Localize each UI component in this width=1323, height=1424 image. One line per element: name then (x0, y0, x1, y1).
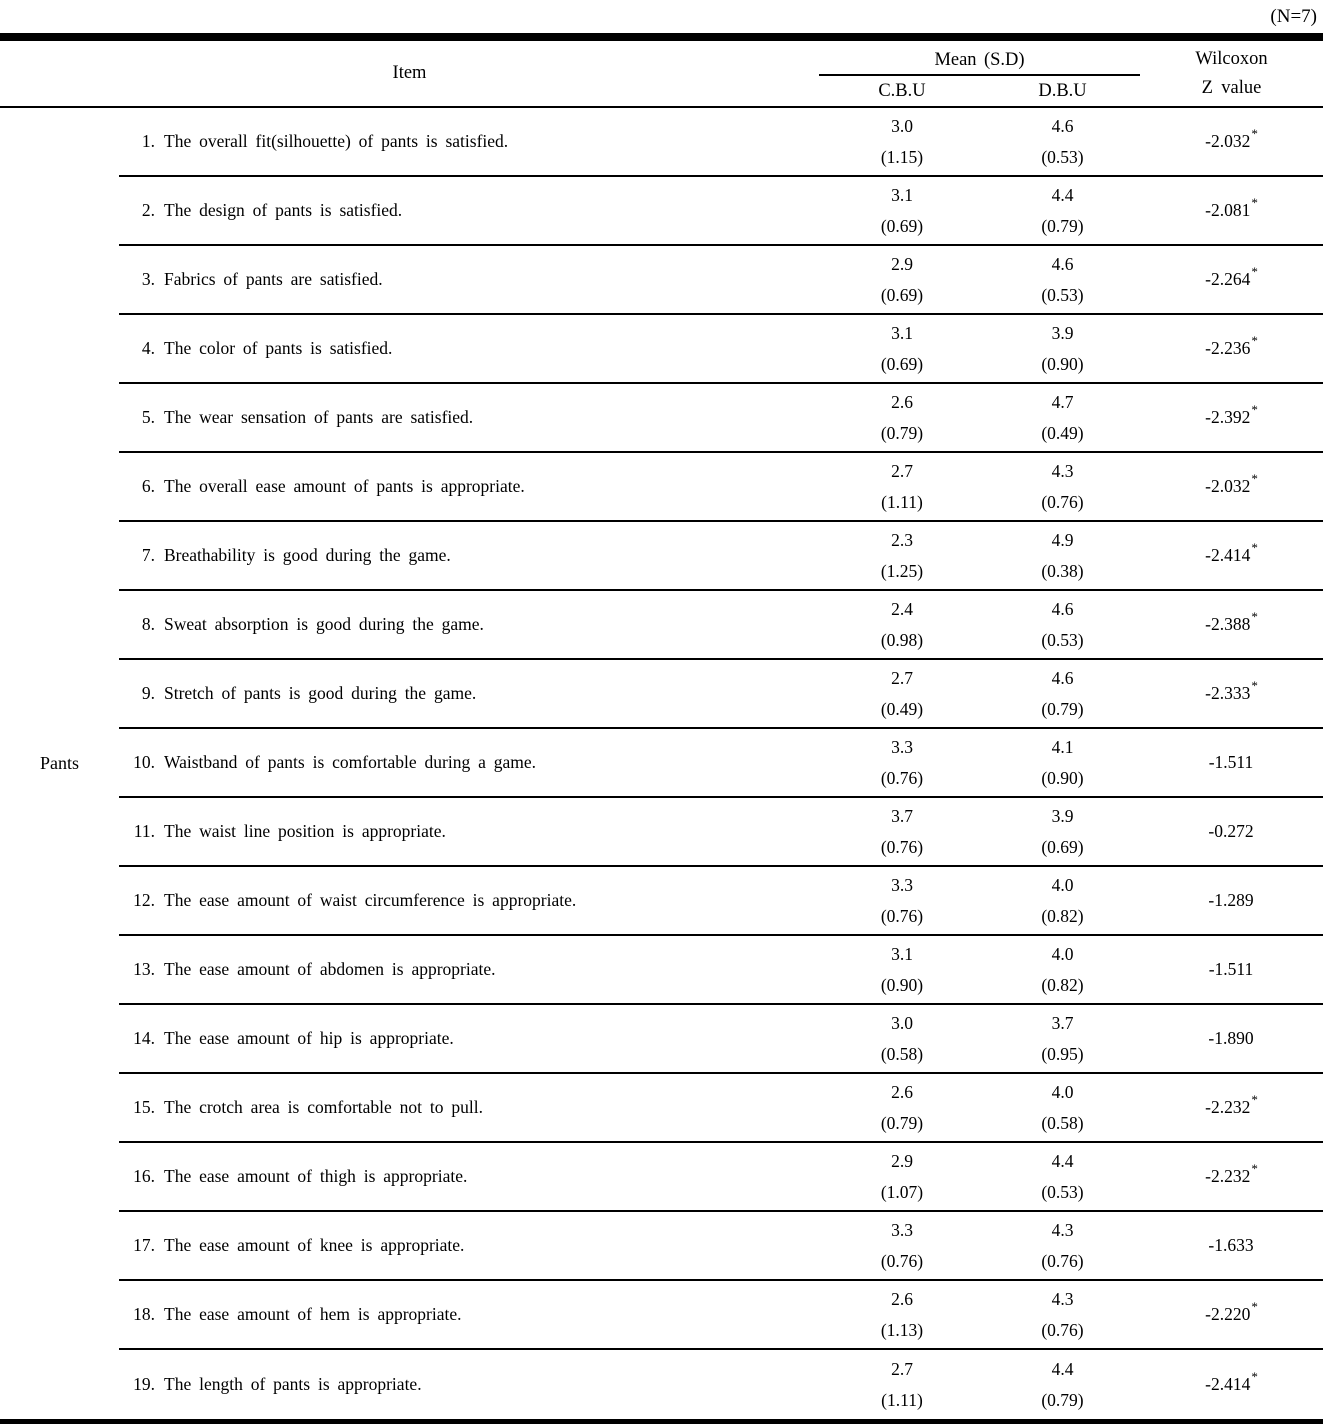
table-row (119, 177, 1323, 246)
table-row (119, 453, 1323, 522)
significance-asterisk: * (1251, 332, 1258, 348)
item-cell (119, 1212, 819, 1279)
item-text: The length of pants is appropriate. (164, 1374, 422, 1394)
z-value-cell (1140, 591, 1323, 658)
item-cell (119, 1005, 819, 1072)
cbu-cell (819, 315, 985, 382)
z-value-cell (1140, 936, 1323, 1003)
cbu-cell (819, 1005, 985, 1072)
cbu-sd-value: (1.11) (881, 1389, 923, 1410)
dbu-mean-value: 4.1 (1051, 736, 1074, 757)
z-value: -1.633 (1208, 1235, 1254, 1255)
dbu-cell (985, 1281, 1140, 1348)
header-item: Item (392, 63, 427, 83)
dbu-mean-value: 4.4 (1051, 1358, 1074, 1379)
header-dbu: D.B.U (1038, 80, 1087, 101)
dbu-sd-value: (0.76) (1041, 1250, 1084, 1271)
cbu-cell (819, 1143, 985, 1210)
significance-asterisk: * (1251, 677, 1258, 693)
cbu-sd-value: (1.25) (880, 560, 924, 581)
z-value: -1.289 (1208, 890, 1254, 910)
significance-asterisk: * (1251, 608, 1258, 624)
dbu-sd-value: (0.82) (1041, 905, 1084, 926)
z-value-cell (1140, 1350, 1323, 1419)
item-number: 6. (141, 476, 155, 496)
dbu-mean-value: 4.7 (1051, 391, 1074, 412)
item-cell (119, 246, 819, 313)
item-text: The ease amount of hem is appropriate. (164, 1304, 462, 1324)
dbu-cell (985, 1350, 1140, 1419)
cbu-mean-value: 2.6 (891, 391, 913, 412)
significance-asterisk: * (1251, 125, 1258, 141)
cbu-mean-value: 2.4 (891, 598, 913, 619)
table-row (119, 246, 1323, 315)
z-value: -2.392 (1205, 407, 1251, 427)
item-cell (119, 453, 819, 520)
table-row (119, 1074, 1323, 1143)
dbu-mean-value: 3.7 (1051, 1012, 1074, 1033)
dbu-cell (985, 522, 1140, 589)
item-cell (119, 177, 819, 244)
dbu-sd-value: (0.90) (1041, 353, 1084, 374)
item-number: 5. (141, 407, 155, 427)
z-value-cell (1140, 660, 1323, 727)
table-row (119, 660, 1323, 729)
dbu-mean-value: 4.6 (1051, 598, 1074, 619)
z-value-cell (1140, 453, 1323, 520)
cbu-cell (819, 867, 985, 934)
table-row (119, 315, 1323, 384)
cbu-mean-value: 2.3 (891, 529, 913, 550)
z-value-cell (1140, 108, 1323, 175)
z-value-cell (1140, 246, 1323, 313)
z-value-cell (1140, 384, 1323, 451)
item-number: 8. (141, 614, 155, 634)
item-number: 3. (141, 269, 155, 289)
significance-asterisk: * (1251, 263, 1258, 279)
dbu-mean-value: 4.0 (1051, 943, 1074, 964)
header-wilcoxon-line1: Wilcoxon (1195, 48, 1268, 69)
item-number: 7. (141, 545, 155, 565)
cbu-sd-value: (0.76) (880, 1250, 924, 1271)
table-row (119, 1281, 1323, 1350)
item-cell (119, 315, 819, 382)
item-text: The waist line position is appropriate. (164, 821, 446, 841)
z-value: -1.511 (1208, 959, 1254, 979)
dbu-sd-value: (0.53) (1041, 284, 1084, 305)
item-text: The design of pants is satisfied. (164, 200, 403, 220)
dbu-mean-value: 4.6 (1051, 253, 1074, 274)
item-text: The ease amount of knee is appropriate. (164, 1235, 465, 1255)
z-value: -2.264 (1205, 269, 1251, 289)
cbu-cell (819, 1074, 985, 1141)
item-number: 4. (141, 338, 155, 358)
item-cell (119, 1074, 819, 1141)
item-text: Stretch of pants is good during the game. (164, 683, 477, 703)
cbu-cell (819, 1212, 985, 1279)
significance-asterisk: * (1251, 1298, 1258, 1314)
cbu-cell (819, 108, 985, 175)
dbu-sd-value: (0.58) (1041, 1112, 1084, 1133)
item-text: The crotch area is comfortable not to pull. (164, 1097, 483, 1117)
item-number: 14. (133, 1028, 155, 1048)
cbu-mean-value: 2.6 (891, 1081, 913, 1102)
dbu-cell (985, 729, 1140, 796)
z-value-cell (1140, 315, 1323, 382)
cbu-cell (819, 798, 985, 865)
cbu-cell (819, 246, 985, 313)
dbu-sd-value: (0.76) (1041, 1319, 1084, 1340)
cbu-sd-value: (0.49) (880, 698, 924, 719)
dbu-sd-value: (0.79) (1041, 1389, 1084, 1410)
cbu-sd-value: (1.15) (880, 146, 924, 167)
significance-asterisk: * (1251, 401, 1258, 417)
dbu-sd-value: (0.53) (1041, 146, 1084, 167)
cbu-mean-value: 3.0 (891, 115, 913, 136)
dbu-mean-value: 3.9 (1051, 322, 1074, 343)
item-number: 15. (133, 1097, 155, 1117)
dbu-cell (985, 867, 1140, 934)
dbu-cell (985, 108, 1140, 175)
z-value-cell (1140, 1281, 1323, 1348)
dbu-cell (985, 1143, 1140, 1210)
cbu-mean-value: 2.9 (891, 253, 913, 274)
header-wilcoxon (1140, 41, 1323, 106)
dbu-sd-value: (0.79) (1041, 698, 1084, 719)
dbu-mean-value: 4.4 (1051, 1150, 1074, 1171)
item-number: 17. (133, 1235, 155, 1255)
dbu-mean-value: 3.9 (1051, 805, 1074, 826)
item-cell (119, 591, 819, 658)
cbu-cell (819, 729, 985, 796)
item-cell (119, 522, 819, 589)
cbu-sd-value: (0.76) (880, 905, 924, 926)
item-number: 18. (133, 1304, 155, 1324)
significance-asterisk: * (1251, 539, 1258, 555)
table-row (119, 384, 1323, 453)
item-cell (119, 384, 819, 451)
cbu-sd-value: (0.69) (880, 215, 924, 236)
header-wilcoxon-line2: Z value (1201, 77, 1262, 98)
dbu-mean-value: 4.9 (1051, 529, 1074, 550)
item-text: The ease amount of hip is appropriate. (164, 1028, 454, 1048)
results-table (0, 33, 1323, 1424)
significance-asterisk: * (1251, 194, 1258, 210)
significance-asterisk: * (1251, 1091, 1258, 1107)
dbu-cell (985, 246, 1140, 313)
cbu-sd-value: (0.69) (880, 284, 924, 305)
z-value: -2.232 (1205, 1166, 1251, 1186)
item-text: The ease amount of thigh is appropriate. (164, 1166, 468, 1186)
dbu-sd-value: (0.53) (1041, 629, 1084, 650)
item-text: The overall ease amount of pants is appropriate. (164, 476, 525, 496)
dbu-sd-value: (0.38) (1041, 560, 1084, 581)
dbu-cell (985, 315, 1140, 382)
z-value: -0.272 (1208, 821, 1254, 841)
z-value: -2.236 (1205, 338, 1251, 358)
table-row (119, 867, 1323, 936)
cbu-mean-value: 2.9 (891, 1150, 913, 1171)
item-number: 12. (133, 890, 155, 910)
table-row (119, 108, 1323, 177)
item-cell (119, 798, 819, 865)
item-text: The wear sensation of pants are satisfied. (164, 407, 474, 427)
z-value: -2.081 (1205, 200, 1251, 220)
item-cell (119, 108, 819, 175)
z-value-cell (1140, 177, 1323, 244)
item-number: 19. (133, 1374, 155, 1394)
rows-container (119, 108, 1323, 1419)
dbu-sd-value: (0.79) (1041, 215, 1084, 236)
z-value: -2.032 (1205, 131, 1251, 151)
cbu-sd-value: (0.69) (880, 353, 924, 374)
cbu-cell (819, 660, 985, 727)
item-cell (119, 729, 819, 796)
dbu-cell (985, 798, 1140, 865)
dbu-sd-value: (0.49) (1041, 422, 1084, 443)
dbu-mean-value: 4.3 (1051, 1219, 1074, 1240)
z-value-cell (1140, 1143, 1323, 1210)
dbu-mean-value: 4.6 (1051, 667, 1074, 688)
item-text: Breathability is good during the game. (164, 545, 451, 565)
table-header (0, 41, 1323, 108)
dbu-cell (985, 384, 1140, 451)
cbu-mean-value: 2.6 (891, 1288, 913, 1309)
cbu-mean-value: 2.7 (891, 460, 913, 481)
header-cbu: C.B.U (878, 80, 926, 101)
z-value-cell (1140, 1074, 1323, 1141)
item-number: 16. (133, 1166, 155, 1186)
significance-asterisk: * (1251, 1160, 1258, 1176)
dbu-cell (985, 936, 1140, 1003)
item-number: 13. (133, 959, 155, 979)
item-cell (119, 660, 819, 727)
z-value: -1.511 (1208, 752, 1254, 772)
z-value: -2.232 (1205, 1097, 1251, 1117)
item-text: The ease amount of waist circumference is appropriate. (164, 890, 577, 910)
dbu-mean-value: 4.0 (1051, 1081, 1074, 1102)
dbu-cell (985, 591, 1140, 658)
dbu-mean-value: 4.6 (1051, 115, 1074, 136)
item-text: Waistband of pants is comfortable during a game. (164, 752, 537, 772)
cbu-sd-value: (0.76) (880, 767, 924, 788)
cbu-sd-value: (0.79) (880, 422, 924, 443)
dbu-cell (985, 1005, 1140, 1072)
dbu-mean-value: 4.0 (1051, 874, 1074, 895)
cbu-cell (819, 1281, 985, 1348)
dbu-sd-value: (0.69) (1041, 836, 1084, 857)
table-row (119, 798, 1323, 867)
cbu-sd-value: (1.13) (880, 1319, 924, 1340)
dbu-mean-value: 4.3 (1051, 1288, 1074, 1309)
dbu-mean-value: 4.3 (1051, 460, 1074, 481)
cbu-cell (819, 453, 985, 520)
cbu-sd-value: (1.11) (881, 491, 923, 512)
item-number: 10. (133, 752, 155, 772)
cbu-cell (819, 936, 985, 1003)
dbu-sd-value: (0.95) (1041, 1043, 1084, 1064)
cbu-mean-value: 3.1 (891, 184, 913, 205)
cbu-cell (819, 177, 985, 244)
table-row (119, 522, 1323, 591)
cbu-cell (819, 384, 985, 451)
cbu-cell (819, 522, 985, 589)
z-value: -2.388 (1205, 614, 1251, 634)
item-cell (119, 936, 819, 1003)
z-value: -2.414 (1205, 1374, 1251, 1394)
table-row (119, 729, 1323, 798)
cbu-mean-value: 3.1 (891, 322, 913, 343)
cbu-mean-value: 3.1 (891, 943, 913, 964)
cbu-cell (819, 1350, 985, 1419)
z-value-cell (1140, 522, 1323, 589)
table-row (119, 1350, 1323, 1419)
z-value: -2.414 (1205, 545, 1251, 565)
cbu-sd-value: (0.76) (880, 836, 924, 857)
dbu-sd-value: (0.82) (1041, 974, 1084, 995)
item-text: Sweat absorption is good during the game. (164, 614, 484, 634)
cbu-mean-value: 3.7 (891, 805, 913, 826)
dbu-sd-value: (0.90) (1041, 767, 1084, 788)
cbu-sd-value: (0.90) (880, 974, 924, 995)
z-value-cell (1140, 798, 1323, 865)
item-cell (119, 1350, 819, 1419)
item-number: 1. (141, 131, 155, 151)
table-row (119, 1143, 1323, 1212)
dbu-sd-value: (0.53) (1041, 1181, 1084, 1202)
dbu-sd-value: (0.76) (1041, 491, 1084, 512)
z-value: -1.890 (1208, 1028, 1254, 1048)
z-value: -2.032 (1205, 476, 1251, 496)
table-body (0, 108, 1323, 1419)
item-text: Fabrics of pants are satisfied. (164, 269, 383, 289)
dbu-cell (985, 1212, 1140, 1279)
dbu-cell (985, 660, 1140, 727)
z-value-cell (1140, 1212, 1323, 1279)
cbu-mean-value: 3.3 (891, 1219, 913, 1240)
cbu-mean-value: 2.7 (891, 1358, 913, 1379)
z-value-cell (1140, 729, 1323, 796)
item-number: 9. (141, 683, 155, 703)
table-row (119, 936, 1323, 1005)
item-text: The ease amount of abdomen is appropriate. (164, 959, 496, 979)
dbu-mean-value: 4.4 (1051, 184, 1074, 205)
dbu-cell (985, 1074, 1140, 1141)
table-row (119, 1212, 1323, 1281)
cbu-cell (819, 591, 985, 658)
cbu-sd-value: (0.58) (880, 1043, 924, 1064)
cbu-mean-value: 3.3 (891, 736, 913, 757)
z-value: -2.333 (1205, 683, 1251, 703)
dbu-cell (985, 177, 1140, 244)
sample-size-note: (N=7) (1270, 5, 1317, 27)
item-cell (119, 1143, 819, 1210)
z-value: -2.220 (1205, 1304, 1251, 1324)
table-row (119, 1005, 1323, 1074)
item-text: The overall fit(silhouette) of pants is satisfied. (164, 131, 509, 151)
item-text: The color of pants is satisfied. (164, 338, 393, 358)
cbu-mean-value: 3.3 (891, 874, 913, 895)
cbu-sd-value: (0.98) (880, 629, 924, 650)
cbu-mean-value: 2.7 (891, 667, 913, 688)
significance-asterisk: * (1251, 470, 1258, 486)
dbu-cell (985, 453, 1140, 520)
item-number: 2. (141, 200, 155, 220)
z-value-cell (1140, 1005, 1323, 1072)
significance-asterisk: * (1251, 1368, 1258, 1384)
cbu-sd-value: (1.07) (880, 1181, 924, 1202)
cbu-mean-value: 3.0 (891, 1012, 913, 1033)
item-cell (119, 1281, 819, 1348)
z-value-cell (1140, 867, 1323, 934)
cbu-sd-value: (0.79) (880, 1112, 924, 1133)
item-cell (119, 867, 819, 934)
item-number: 11. (133, 821, 155, 841)
row-group-label: Pants (39, 753, 79, 773)
header-mean-sd: Mean (S.D) (819, 41, 1140, 76)
table-row (119, 591, 1323, 660)
